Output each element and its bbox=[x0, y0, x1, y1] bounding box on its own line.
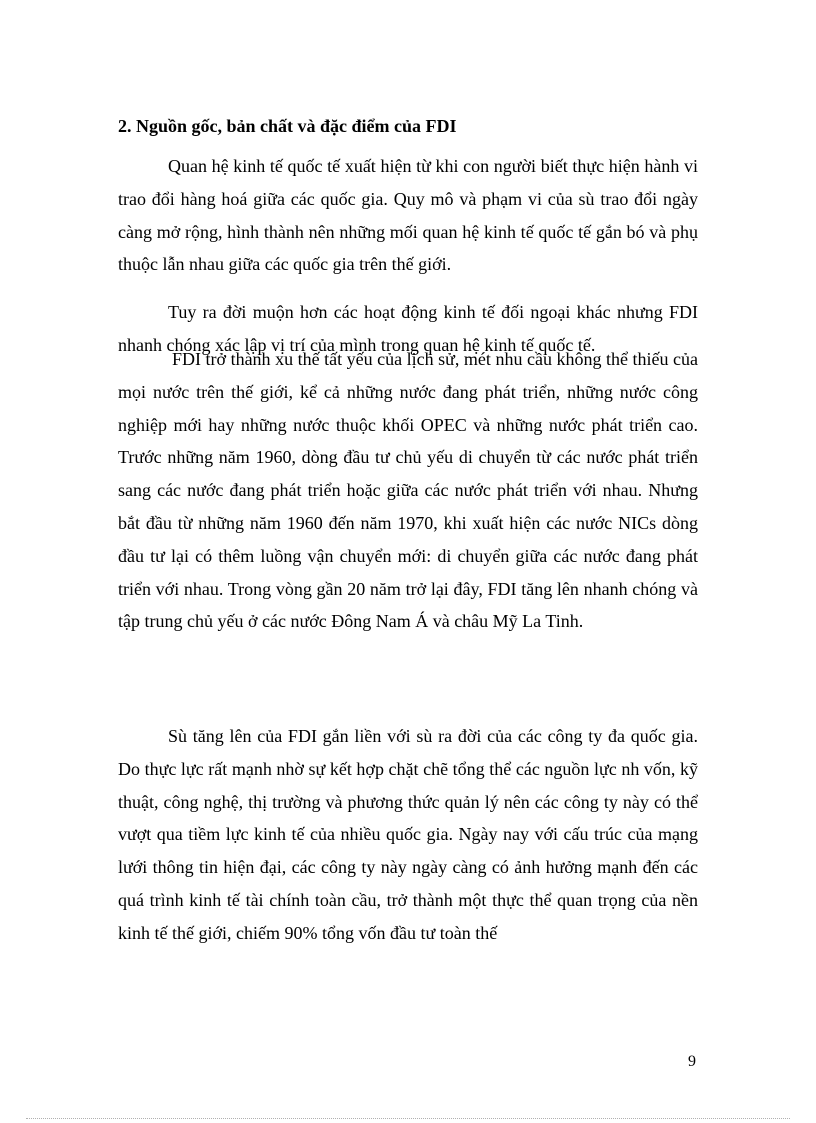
footer-divider bbox=[26, 1118, 790, 1119]
paragraph-3: FDI trở thành xu thế tất yếu của lịch sử, mét nhu cầu không thể thiếu của mọi nước trên thế giới, kể cả những nước đang phát triển, những nước công nghiệp mới hay những nước thuộc khối OPEC và những nước phát triển cao. Trước những năm 1960, dòng đầu tư chủ yếu di chuyển từ các nước phát triển sang các nước đang phát triển hoặc giữa các nước phát triển với nhau. Nhưng bắt đầu từ những năm 1960 đến năm 1970, khi xuất hiện các nước NICs dòng đầu tư lại có thêm luồng vận chuyển mới: di chuyển giữa các nước đang phát triển với nhau. Trong vòng gần 20 năm trở lại đây, FDI tăng lên nhanh chóng và tập trung chủ yếu ở các nước Đông Nam Á và châu Mỹ La Tinh. bbox=[118, 349, 698, 632]
page-number: 9 bbox=[688, 1053, 696, 1070]
paragraph-1: Quan hệ kinh tế quốc tế xuất hiện từ khi con người biết thực hiện hành vi trao đổi hàng hoá giữa các quốc gia. Quy mô và phạm vi của sù trao đổi ngày càng mở rộng, hình thành nên những mối quan hệ kinh tế quốc tế gắn bó và phụ thuộc lẫn nhau giữa các quốc gia trên thế giới. bbox=[118, 156, 698, 275]
paragraph-2: Tuy ra đời muộn hơn các hoạt động kinh tế đối ngoại khác nhưng FDI nhanh chóng xác lập vị trí của mình trong quan hệ kinh tế quốc tế. bbox=[118, 302, 698, 355]
section-heading: 2. Nguồn gốc, bản chất và đặc điểm của FDI bbox=[118, 116, 457, 136]
paragraph-4: Sù tăng lên của FDI gắn liền với sù ra đời của các công ty đa quốc gia. Do thực lực rất mạnh nhờ sự kết hợp chặt chẽ tổng thể các nguồn lực nh vốn, kỹ thuật, công nghệ, thị trường và phương thức quản lý nên các công ty này có thể vượt qua tiềm lực kinh tế của nhiều quốc gia. Ngày nay với cấu trúc của mạng lưới thông tin hiện đại, các công ty này ngày càng có ảnh hưởng mạnh đến các quá trình kinh tế tài chính toàn cầu, trở thành một thực thể quan trọng của nền kinh tế thế giới, chiếm 90% tổng vốn đầu tư toàn thế bbox=[118, 726, 698, 943]
